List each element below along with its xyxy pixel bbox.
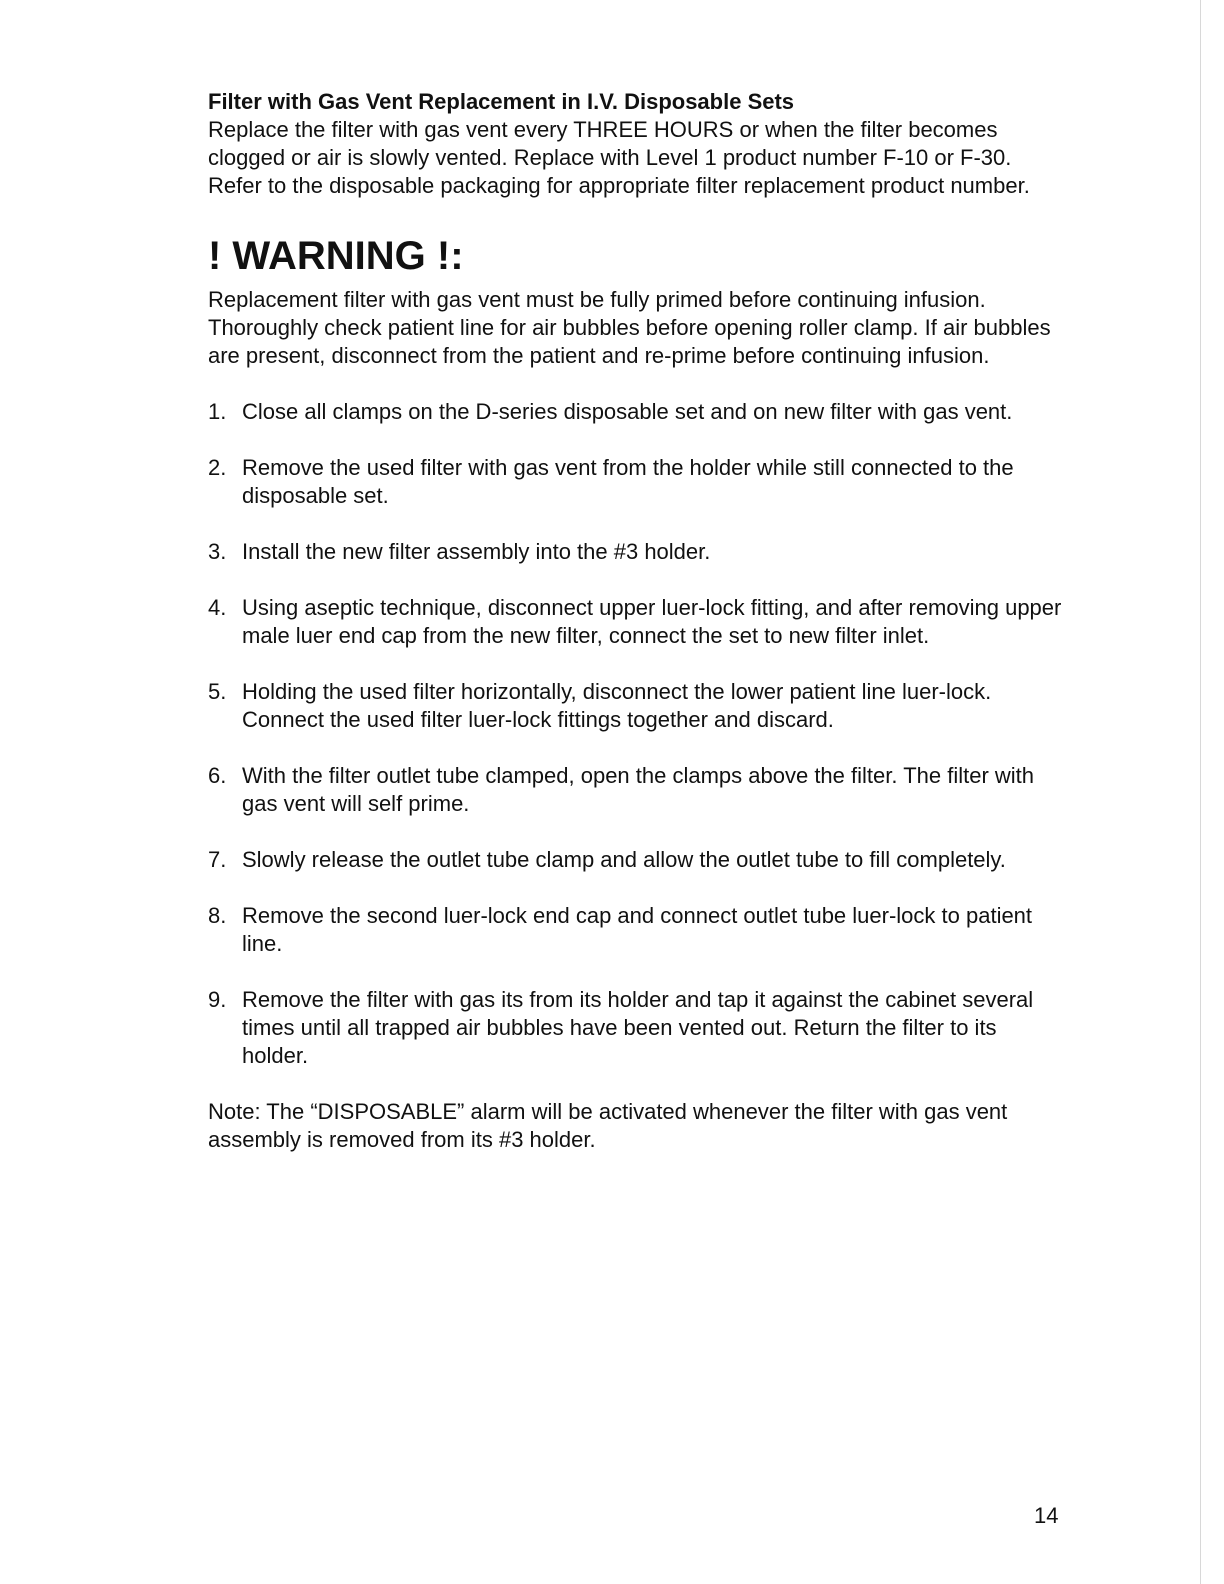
step-item	[208, 398, 1068, 426]
step-number: 6.	[208, 763, 227, 788]
step-item	[208, 594, 1068, 650]
step-number: 2.	[208, 455, 227, 480]
document-content	[208, 88, 1068, 1154]
warning-body: Replacement filter with gas vent must be fully primed before continuing infusion. Thoroughly check patient line for air bubbles before opening roller clamp. If air bubbles are present, disconnect from the patient and re-prime before continuing infusion.	[208, 287, 1051, 368]
step-item	[208, 762, 1068, 818]
step-number: 1.	[208, 399, 227, 424]
step-text: Holding the used filter horizontally, disconnect the lower patient line luer-lock. Connect the used filter luer-lock fittings together and discard.	[242, 679, 992, 732]
step-item	[208, 678, 1068, 734]
procedure-steps	[208, 398, 1068, 1070]
step-text: Remove the used filter with gas vent from the holder while still connected to the disposable set.	[242, 455, 1014, 508]
note-text: Note: The “DISPOSABLE” alarm will be activated whenever the filter with gas vent assembly is removed from its #3 holder.	[208, 1099, 1008, 1152]
page-number: 14	[1034, 1503, 1059, 1528]
step-item	[208, 538, 1068, 566]
step-text: Remove the filter with gas its from its holder and tap it against the cabinet several times until all trapped air bubbles have been vented out. Return the filter to its holder.	[242, 987, 1034, 1068]
step-number: 5.	[208, 679, 227, 704]
step-item	[208, 986, 1068, 1070]
step-text: Remove the second luer-lock end cap and connect outlet tube luer-lock to patient line.	[242, 903, 1033, 956]
step-text: Install the new filter assembly into the #3 holder.	[242, 539, 711, 564]
scan-edge-line	[1200, 0, 1201, 1584]
step-item	[208, 846, 1068, 874]
warning-heading: ! WARNING !:	[208, 234, 464, 278]
section-body: Replace the filter with gas vent every THREE HOURS or when the filter becomes clogged or air is slowly vented. Replace with Level 1 product number F-10 or F-30. Refer to the disposable packaging for appropriate filter replacement product number.	[208, 117, 1030, 198]
step-text: Using aseptic technique, disconnect upper luer-lock fitting, and after removing upper male luer end cap from the new filter, connect the set to new filter inlet.	[242, 595, 1062, 648]
step-number: 8.	[208, 903, 227, 928]
step-text: Slowly release the outlet tube clamp and allow the outlet tube to fill completely.	[242, 847, 1006, 872]
step-number: 3.	[208, 539, 227, 564]
step-item	[208, 454, 1068, 510]
step-text: Close all clamps on the D-series disposable set and on new filter with gas vent.	[242, 399, 1013, 424]
step-text: With the filter outlet tube clamped, open the clamps above the filter. The filter with gas vent will self prime.	[242, 763, 1035, 816]
section-title: Filter with Gas Vent Replacement in I.V. Disposable Sets	[208, 89, 795, 114]
step-number: 7.	[208, 847, 227, 872]
step-number: 9.	[208, 987, 227, 1012]
step-item	[208, 902, 1068, 958]
step-number: 4.	[208, 595, 227, 620]
